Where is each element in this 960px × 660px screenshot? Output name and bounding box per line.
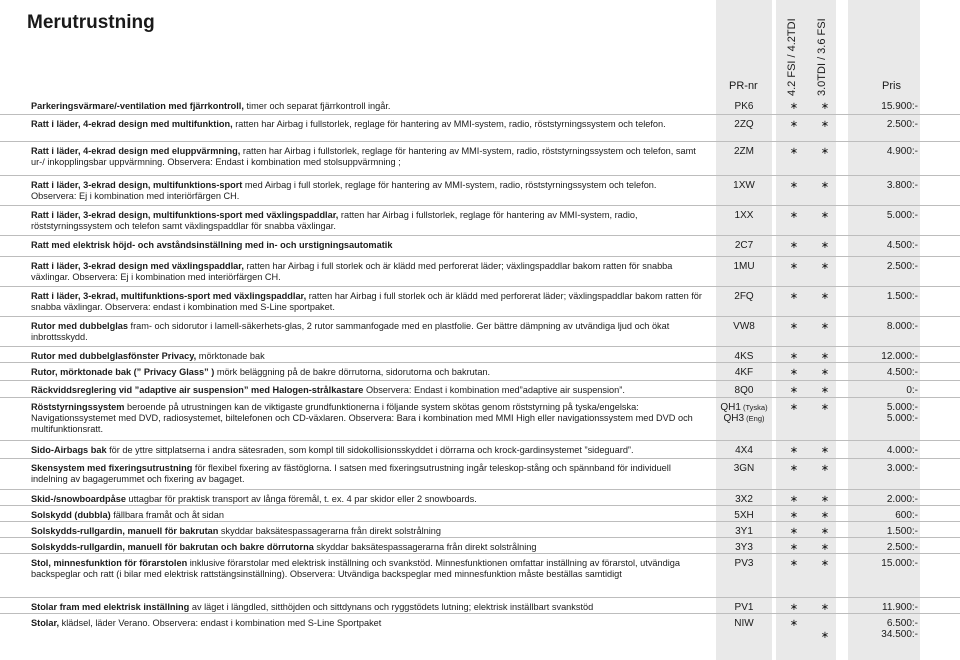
pr-nr-header: PR-nr <box>729 80 758 92</box>
price-value <box>818 261 918 272</box>
price-2: 34.500:- <box>881 629 918 641</box>
option-detail: ratten har Airbag i fullstorlek, reglage för hantering av MMI-system, radio, röststyrningssystem och telefon. <box>232 119 666 129</box>
table-row <box>0 114 960 141</box>
availability-star: ∗ <box>789 542 799 553</box>
option-name: Rutor med dubbelglasfönster Privacy, <box>31 351 197 361</box>
pr-code: 2FQ <box>734 291 754 302</box>
option-detail: beroende på utrustningen kan de viktigaste grundfunktionerna i följande system skötas genom röststyrning på tyska/engelska: Navigationssystemet med DVD, radiosystemet, biltelefonen och CD-växlaren. Observera: Bara i kombination med MMI High eller navigationssystem med DVD och multifunktionsratt. <box>31 402 693 435</box>
availability-star: ∗ <box>789 291 799 302</box>
availability-star: ∗ <box>789 602 799 613</box>
pr-number <box>716 321 772 332</box>
availability-star: ∗ <box>789 146 799 157</box>
price: 4.500:- <box>886 367 918 378</box>
option-description <box>31 101 703 112</box>
price: 5.000:- <box>886 210 918 221</box>
pr-number <box>716 494 772 505</box>
pr-code-2: QH3 <box>723 413 745 425</box>
option-description <box>31 494 703 505</box>
option-detail: timer och separat fjärrkontroll ingår. <box>243 101 391 111</box>
availability-star: ∗ <box>820 602 830 613</box>
table-row <box>0 362 960 380</box>
price: 600:- <box>895 510 918 521</box>
pr-code: 2C7 <box>734 240 754 251</box>
price-value <box>818 210 918 221</box>
option-description <box>31 240 703 251</box>
price-value <box>818 602 918 613</box>
option-name: Stol, minnesfunktion för förarstolen <box>31 558 188 568</box>
pr-code: 1XW <box>733 180 755 191</box>
price-value <box>818 351 918 362</box>
table-row <box>0 175 960 205</box>
option-detail: skyddar baksätespassagerarna från direkt solstrålning <box>218 526 442 536</box>
pr-number <box>716 510 772 521</box>
engine-a-header: 4.2 FSI / 4.2TDI <box>786 18 798 96</box>
pr-number <box>716 402 772 424</box>
pr-number <box>716 119 772 130</box>
price-value <box>818 558 918 569</box>
pr-code: 5XH <box>734 510 754 521</box>
price-value <box>818 321 918 332</box>
pr-number <box>716 385 772 396</box>
pr-number <box>716 180 772 191</box>
table-row <box>0 380 960 397</box>
pr-code: QH1 <box>720 402 741 413</box>
option-description <box>31 261 703 283</box>
option-name: Ratt i läder, 4-ekrad design med multifunktion, <box>31 119 233 129</box>
option-name: Sido-Airbags bak <box>31 445 107 455</box>
option-detail: ratten har Airbag i full storlek och är klädd med perforerat läder; växlingspaddlar bakom ratten för snabba växlingar. Observera: Ej i kombination med interiörfärgen CH. <box>31 261 673 283</box>
availability-star: ∗ <box>789 510 799 521</box>
price-value <box>818 526 918 537</box>
availability-star: ∗ <box>820 321 830 332</box>
price: 3.000:- <box>886 463 918 474</box>
pr-code: 3X2 <box>735 494 753 505</box>
availability-star: ∗ <box>820 445 830 456</box>
table-row <box>0 553 960 597</box>
option-name: Ratt i läder, 3-ekrad design, multifunktions-sport med växlingspaddlar, <box>31 210 339 220</box>
pr-code: 2ZQ <box>734 119 754 130</box>
table-row <box>0 97 960 114</box>
pr-number <box>716 558 772 569</box>
option-detail: med Airbag i full storlek, reglage för hantering av MMI-system, radio, röststyrningssystem och telefon. Observera: Ej i kombination med interiörfärgen CH. <box>31 180 657 202</box>
option-description <box>31 558 703 580</box>
option-name: Ratt med elektrisk höjd- och avståndsinställning med in- och urstigningsautomatik <box>31 240 393 250</box>
pr-number <box>716 210 772 221</box>
price: 6.500:- <box>886 618 918 629</box>
option-description <box>31 146 703 168</box>
price-value <box>818 463 918 474</box>
availability-star: ∗ <box>789 445 799 456</box>
availability-star: ∗ <box>820 101 830 112</box>
option-detail: Observera: Endast i kombination med”adaptive air suspension”. <box>363 385 625 395</box>
table-row <box>0 205 960 235</box>
pr-number <box>716 542 772 553</box>
pr-code: 1MU <box>733 261 755 272</box>
availability-star: ∗ <box>820 367 830 378</box>
availability-star: ∗ <box>820 630 830 641</box>
availability-star: ∗ <box>789 261 799 272</box>
availability-star: ∗ <box>820 402 830 413</box>
price-2: 5.000:- <box>886 413 918 425</box>
price: 2.000:- <box>886 494 918 505</box>
pr-code: 4X4 <box>735 445 753 456</box>
pr-code: PK6 <box>734 101 754 112</box>
pr-number <box>716 526 772 537</box>
option-description <box>31 321 703 343</box>
availability-star: ∗ <box>820 119 830 130</box>
option-detail: ratten har Airbag i fullstorlek, reglage för hantering av MMI-system, radio, röststyrningssystem och telefon samt växlingspaddlar för snabba växlingar. <box>31 210 638 232</box>
availability-star: ∗ <box>789 101 799 112</box>
option-name: Ratt i läder, 4-ekrad design med eluppvärmning, <box>31 146 241 156</box>
price-value <box>818 510 918 521</box>
pr-code: 8Q0 <box>734 385 754 396</box>
pr-code: NIW <box>734 618 754 629</box>
pr-code: PV3 <box>734 558 754 569</box>
option-detail: inklusive förarstolar med elektrisk inställning och svankstöd. Minnesfunktionen omfattar inställning av förarstol, utvändiga backspeglar och ratt (i bilar med elektrisk rattstängsinställning). Observera: Utvändiga backspeglar med minnesfunktion måste beställas samtidigt <box>31 558 680 580</box>
price-value <box>818 180 918 191</box>
price: 0:- <box>906 385 918 396</box>
pr-code: 4KS <box>734 351 754 362</box>
option-description <box>31 618 703 629</box>
table-row <box>0 597 960 613</box>
option-name: Rutor med dubbelglas <box>31 321 128 331</box>
option-detail: ratten har Airbag i full storlek och är klädd med perforerat läder; växlingspaddlar bakom ratten för snabba växlingar. Observera: endast i kombination med S-Line sportpaket. <box>31 291 702 313</box>
option-description <box>31 119 703 130</box>
pr-number <box>716 261 772 272</box>
availability-star: ∗ <box>789 351 799 362</box>
price: 2.500:- <box>886 261 918 272</box>
price: 1.500:- <box>886 526 918 537</box>
price-header: Pris <box>882 80 901 92</box>
price: 12.000:- <box>881 351 918 362</box>
availability-star: ∗ <box>820 494 830 505</box>
table-row <box>0 505 960 521</box>
option-name: Parkeringsvärmare/-ventilation med fjärrkontroll, <box>31 101 244 111</box>
pr-code: PV1 <box>734 602 754 613</box>
price-value <box>818 385 918 396</box>
availability-star: ∗ <box>789 210 799 221</box>
availability-star: ∗ <box>789 494 799 505</box>
pr-number <box>716 602 772 613</box>
option-name: Ratt i läder, 3-ekrad design med växlingspaddlar, <box>31 261 244 271</box>
availability-star: ∗ <box>789 321 799 332</box>
price: 15.900:- <box>881 101 918 112</box>
option-description <box>31 510 703 521</box>
availability-star: ∗ <box>789 558 799 569</box>
option-detail: skyddar baksätespassagerarna från direkt solstrålning <box>313 542 537 552</box>
pr-code: 3GN <box>733 463 755 474</box>
option-name: Ratt i läder, 3-ekrad, multifunktions-sport med växlingspaddlar, <box>31 291 307 301</box>
price-value <box>818 542 918 553</box>
price-value <box>818 146 918 157</box>
table-row <box>0 613 960 644</box>
pr-code: 4KF <box>734 367 754 378</box>
option-detail: mörktonade bak <box>196 351 265 361</box>
availability-star: ∗ <box>820 558 830 569</box>
table-row <box>0 256 960 286</box>
option-description <box>31 351 703 362</box>
table-row <box>0 235 960 256</box>
pr-number <box>716 101 772 112</box>
option-description <box>31 463 703 485</box>
pr-code: 2ZM <box>734 146 754 157</box>
price: 1.500:- <box>886 291 918 302</box>
option-description <box>31 210 703 232</box>
price-value <box>818 367 918 378</box>
availability-star: ∗ <box>789 402 799 413</box>
pr-number <box>716 351 772 362</box>
option-name: Solskydds-rullgardin, manuell för bakrutan och bakre dörrutorna <box>31 542 314 552</box>
price: 4.000:- <box>886 445 918 456</box>
price-value <box>818 494 918 505</box>
price: 2.500:- <box>886 119 918 130</box>
table-row <box>0 489 960 505</box>
pr-code: VW8 <box>733 321 755 332</box>
price: 8.000:- <box>886 321 918 332</box>
price: 4.900:- <box>886 146 918 157</box>
price-value <box>818 618 918 640</box>
availability-star: ∗ <box>820 351 830 362</box>
option-name: Skensystem med fixeringsutrustning <box>31 463 193 473</box>
availability-star: ∗ <box>789 463 799 474</box>
availability-star: ∗ <box>820 463 830 474</box>
pr-number <box>716 291 772 302</box>
table-row <box>0 458 960 489</box>
option-name: Räckviddsreglering vid ”adaptive air suspension” med Halogen-strålkastare <box>31 385 364 395</box>
option-detail: för de yttre sittplatserna i andra sätesraden, som kompl till sidokollisionsskyddet i dörrarna och krock-gardinsystemet ”sideguard”. <box>106 445 634 455</box>
table-row <box>0 521 960 537</box>
price: 5.000:- <box>886 402 918 413</box>
pr-code: 1XX <box>734 210 754 221</box>
option-description <box>31 385 703 396</box>
option-detail: fram- och sidorutor i lamell-säkerhets-glas, 2 rutor sammanfogade med en plastfolie. Ger bättre dämpning av utvändiga ljud och ökat inbrottsskydd. <box>31 321 670 343</box>
table-row <box>0 440 960 458</box>
pr-number <box>716 146 772 157</box>
pr-number <box>716 445 772 456</box>
page-title: Merutrustning <box>27 12 155 33</box>
pr-number <box>716 240 772 251</box>
option-name: Röststyrningssystem <box>31 402 125 412</box>
option-description <box>31 602 703 613</box>
price: 4.500:- <box>886 240 918 251</box>
availability-star: ∗ <box>820 180 830 191</box>
availability-star: ∗ <box>789 180 799 191</box>
price-value <box>818 291 918 302</box>
availability-star: ∗ <box>820 526 830 537</box>
table-row <box>0 537 960 553</box>
price: 3.800:- <box>886 180 918 191</box>
table-row <box>0 141 960 175</box>
availability-star: ∗ <box>820 146 830 157</box>
engine-b-header: 3.0TDI / 3.6 FSI <box>816 18 828 96</box>
availability-star: ∗ <box>789 367 799 378</box>
option-description <box>31 367 703 378</box>
availability-star: ∗ <box>789 385 799 396</box>
availability-star: ∗ <box>820 510 830 521</box>
pr-code-note-2: (Eng) <box>744 414 765 424</box>
option-detail: uttagbar för praktisk transport av långa föremål, t. ex. 4 par skidor eller 2 snowboards. <box>125 494 477 504</box>
option-detail: ratten har Airbag i fullstorlek, reglage för hantering av MMI-system, radio, röststyrningssystem och telefon, samt ur-/ inkopplingsbar uppvärmning. Observera: Endast i kombination med stolsuppvärmning ; <box>31 146 696 168</box>
pr-code: 3Y3 <box>735 542 753 553</box>
option-name: Solskydd (dubbla) <box>31 510 111 520</box>
price-value <box>818 101 918 112</box>
pr-code: 3Y1 <box>735 526 753 537</box>
price: 2.500:- <box>886 542 918 553</box>
option-detail: fällbara framåt och åt sidan <box>110 510 225 520</box>
option-description <box>31 542 703 553</box>
pr-number <box>716 463 772 474</box>
price: 11.900:- <box>882 602 918 613</box>
option-name: Solskydds-rullgardin, manuell för bakrutan <box>31 526 219 536</box>
option-detail: för flexibel fixering av fästöglorna. I satsen med fixeringsutrustning ingår teleskop-stång och spännband för individuell indelning av bagagerummet och fixering av bagaget. <box>31 463 671 485</box>
table-row <box>0 346 960 362</box>
option-description <box>31 526 703 537</box>
option-description <box>31 180 703 202</box>
price-value <box>818 445 918 456</box>
option-description <box>31 402 703 436</box>
price-value <box>818 240 918 251</box>
availability-star: ∗ <box>789 240 799 251</box>
option-description <box>31 445 703 456</box>
price: 15.000:- <box>881 558 918 569</box>
table-row <box>0 397 960 440</box>
options-table <box>0 97 960 644</box>
availability-star: ∗ <box>820 291 830 302</box>
availability-star: ∗ <box>820 385 830 396</box>
option-detail: klädsel, läder Verano. Observera: endast i kombination med S-Line Sportpaket <box>59 618 382 628</box>
availability-star: ∗ <box>820 210 830 221</box>
availability-star: ∗ <box>820 261 830 272</box>
pr-number <box>716 367 772 378</box>
availability-star: ∗ <box>820 542 830 553</box>
pr-code-note: (Tyska) <box>740 403 768 412</box>
price-value <box>818 119 918 130</box>
availability-star: ∗ <box>789 526 799 537</box>
option-detail: av läget i längdled, sitthöjden och sittdynans och ryggstödets lutning; elektrisk inställbart svankstöd <box>189 602 594 612</box>
availability-star: ∗ <box>789 119 799 130</box>
price-value <box>818 402 918 424</box>
option-name: Stolar, <box>31 618 60 628</box>
option-name: Ratt i läder, 3-ekrad design, multifunktions-sport <box>31 180 243 190</box>
availability-star: ∗ <box>789 618 799 629</box>
option-name: Rutor, mörktonade bak (” Privacy Glass” ) <box>31 367 215 377</box>
option-detail: mörk beläggning på de bakre dörrutorna, sidorutorna och bakrutan. <box>214 367 491 377</box>
option-name: Skid-/snowboardpåse <box>31 494 126 504</box>
table-row <box>0 316 960 346</box>
availability-star: ∗ <box>820 240 830 251</box>
table-row <box>0 286 960 316</box>
option-description <box>31 291 703 313</box>
pr-number <box>716 618 772 629</box>
option-name: Stolar fram med elektrisk inställning <box>31 602 190 612</box>
